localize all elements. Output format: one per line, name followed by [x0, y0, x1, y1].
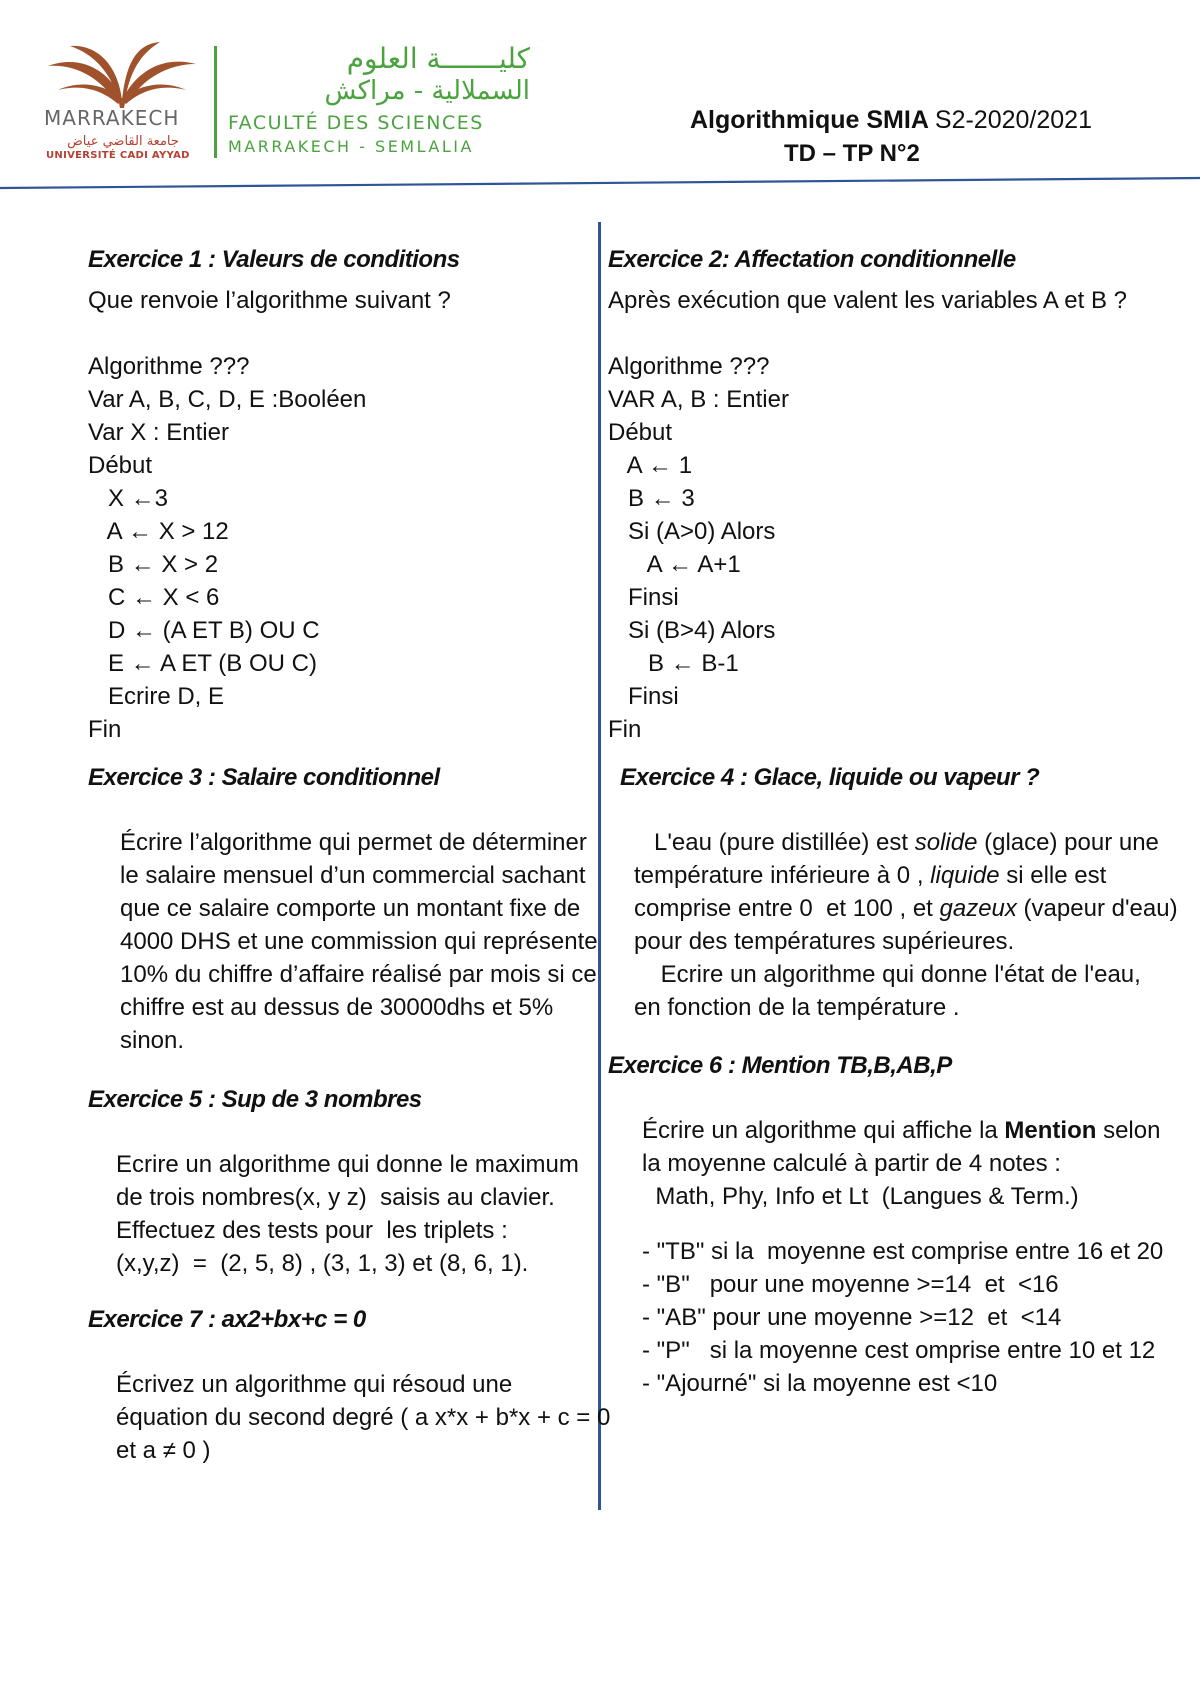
exercise-5 — [88, 1086, 579, 1280]
logo-divider — [214, 46, 217, 158]
statement-line: (x,y,z) = (2, 5, 8) , (3, 1, 3) et (8, 6, 1). — [116, 1250, 529, 1277]
exercise-4-title: Exercice 4 : Glace, liquide ou vapeur ? — [620, 764, 1040, 791]
faculty-name-french-1: FACULTÉ DES SCIENCES — [228, 112, 484, 134]
code-line: A ← X > 12 — [88, 518, 229, 545]
statement-text: température inférieure à 0 , — [634, 862, 931, 889]
code-line: Début — [88, 452, 153, 479]
exercise-5-statement — [116, 1148, 579, 1280]
code-line: Finsi — [608, 683, 679, 710]
emphasis-gazeux: gazeux — [939, 895, 1017, 922]
exercise-2 — [608, 246, 1127, 746]
list-item: - "B" pour une moyenne >=14 et <16 — [642, 1271, 1059, 1298]
list-item: - "AB" pour une moyenne >=12 et <14 — [642, 1304, 1062, 1331]
code-line: B ← 3 — [608, 485, 695, 512]
code-line: VAR A, B : Entier — [608, 386, 789, 413]
code-line: Si (A>0) Alors — [608, 518, 776, 545]
exercise-3 — [88, 764, 598, 1057]
code-line: A ← A+1 — [608, 551, 741, 578]
statement-line: Effectuez des tests pour les triplets : — [116, 1217, 508, 1244]
exercise-6-statement — [642, 1114, 1163, 1400]
logo-university-name: UNIVERSITÉ CADI AYYAD — [46, 150, 190, 161]
statement-line — [634, 826, 1178, 859]
code-line: X ←3 — [88, 485, 169, 512]
statement-line: la moyenne calculé à partir de 4 notes : — [642, 1150, 1061, 1177]
code-line: E ← A ET (B OU C) — [88, 650, 317, 677]
academic-year: S2-2020/2021 — [934, 106, 1092, 134]
statement-line — [634, 892, 1178, 925]
list-item: - "Ajourné" si la moyenne est <10 — [642, 1370, 998, 1397]
code-line: Var X : Entier — [88, 419, 229, 446]
statement-text: Écrire un algorithme qui affiche la — [642, 1117, 1005, 1144]
faculty-name-french-2: MARRAKECH - SEMLALIA — [228, 137, 474, 156]
code-line: B ← X > 2 — [88, 551, 219, 578]
statement-line: sinon. — [120, 1027, 185, 1054]
exercise-4 — [620, 764, 1178, 1024]
statement-text: comprise entre 0 et 100 , et — [634, 895, 940, 922]
exercise-5-title: Exercice 5 : Sup de 3 nombres — [88, 1086, 422, 1113]
list-item: - "P" si la moyenne cest omprise entre 10 et 12 — [642, 1337, 1156, 1364]
header-rule — [0, 176, 1200, 190]
code-line: C ← X < 6 — [88, 584, 220, 611]
statement-line: Math, Phy, Info et Lt (Langues & Term.) — [642, 1183, 1079, 1210]
code-line: B ← B-1 — [608, 650, 739, 677]
code-line: Fin — [608, 716, 642, 743]
statement-line: Écrire l’algorithme qui permet de déterminer — [120, 829, 587, 856]
code-line: Var A, B, C, D, E :Booléen — [88, 386, 367, 413]
statement-line: de trois nombres(x, y z) saisis au clavier. — [116, 1184, 555, 1211]
code-line: D ← (A ET B) OU C — [88, 617, 320, 644]
exercise-3-title: Exercice 3 : Salaire conditionnel — [88, 764, 440, 791]
emphasis-liquide: liquide — [930, 862, 1000, 889]
code-line: A ← 1 — [608, 452, 693, 479]
exercise-7-title: Exercice 7 : ax2+bx+c = 0 — [88, 1306, 366, 1333]
statement-text: (vapeur d'eau) — [1016, 895, 1178, 922]
statement-line: Écrivez un algorithme qui résoud une — [116, 1371, 513, 1398]
exercise-7 — [88, 1306, 610, 1467]
code-line: Début — [608, 419, 673, 446]
logo-city: MARRAKECH — [44, 106, 180, 130]
code-line: Algorithme ??? — [88, 353, 250, 380]
exercise-2-question: Après exécution que valent les variables A et B ? — [608, 287, 1127, 314]
faculty-name-arabic-2: السملالية - مراكش — [324, 76, 530, 106]
statement-line — [642, 1114, 1163, 1147]
statement-line: pour des températures supérieures. — [634, 928, 1015, 955]
list-item: - "TB" si la moyenne est comprise entre 16 et 20 — [642, 1238, 1164, 1265]
code-line: Fin — [88, 716, 122, 743]
exercise-4-statement — [634, 826, 1178, 1024]
statement-line: équation du second degré ( a x*x + b*x + c = 0 — [116, 1404, 611, 1431]
document-title — [690, 106, 1092, 135]
statement-line: chiffre est au dessus de 30000dhs et 5% — [120, 994, 554, 1021]
statement-text: (glace) pour une — [977, 829, 1159, 856]
exercise-1-question: Que renvoie l’algorithme suivant ? — [88, 287, 451, 314]
statement-line: et a ≠ 0 ) — [116, 1437, 211, 1464]
exercise-2-title: Exercice 2: Affectation conditionnelle — [608, 246, 1016, 273]
statement-text: selon — [1096, 1117, 1161, 1144]
statement-text: si elle est — [999, 862, 1107, 889]
exercise-2-code — [608, 350, 1127, 746]
code-line: Algorithme ??? — [608, 353, 770, 380]
code-line: Finsi — [608, 584, 679, 611]
exercise-3-statement — [120, 826, 598, 1057]
document-subtitle: TD – TP N°2 — [784, 140, 920, 167]
exercise-1-title: Exercice 1 : Valeurs de conditions — [88, 246, 460, 273]
mention-list — [642, 1235, 1163, 1400]
statement-text: L'eau (pure distillée) est — [634, 829, 915, 856]
emphasis-mention: Mention — [1004, 1117, 1097, 1144]
course-name: Algorithmique SMIA — [690, 106, 935, 134]
exercise-1 — [88, 246, 460, 746]
emphasis-solide: solide — [914, 829, 978, 856]
code-line: Ecrire D, E — [88, 683, 225, 710]
statement-line: 4000 DHS et une commission qui représente — [120, 928, 598, 955]
statement-line: Ecrire un algorithme qui donne l'état de l'eau, — [634, 961, 1141, 988]
code-line: Si (B>4) Alors — [608, 617, 776, 644]
faculty-name-arabic-1: كليـــــــة العلوم — [346, 42, 530, 75]
statement-line: Ecrire un algorithme qui donne le maximum — [116, 1151, 579, 1178]
exercise-6-title: Exercice 6 : Mention TB,B,AB,P — [608, 1052, 952, 1079]
statement-line: 10% du chiffre d’affaire réalisé par mois si ce — [120, 961, 597, 988]
statement-line: que ce salaire comporte un montant fixe de — [120, 895, 581, 922]
exercise-6 — [608, 1052, 1163, 1400]
exercise-7-statement — [116, 1368, 610, 1467]
statement-line: le salaire mensuel d’un commercial sachant — [120, 862, 586, 889]
statement-line — [634, 859, 1178, 892]
exercise-1-code — [88, 350, 460, 746]
statement-line: en fonction de la température . — [634, 994, 960, 1021]
logo-university-arabic: جامعة القاضي عياض — [67, 134, 179, 149]
